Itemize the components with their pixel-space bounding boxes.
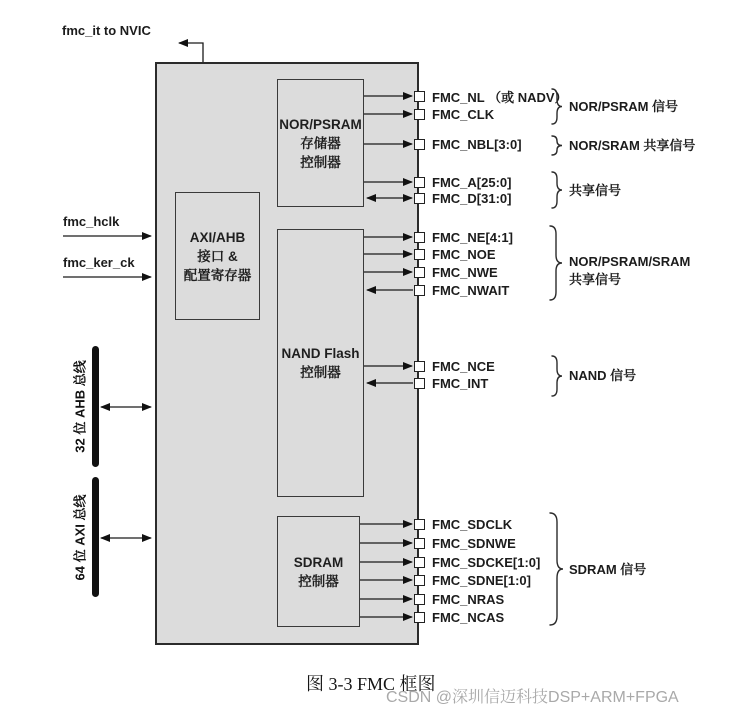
signal-label: FMC_NBL[3:0] xyxy=(432,136,522,152)
interrupt-line xyxy=(179,43,203,62)
signal-label: FMC_SDCKE[1:0] xyxy=(432,554,541,570)
csdn-watermark: CSDN @深圳信迈科技DSP+ARM+FPGA xyxy=(386,689,679,706)
group-label-line: NOR/PSRAM/SRAM xyxy=(569,254,691,269)
signal-label: FMC_SDNWE xyxy=(432,535,516,551)
ahb-bus-bar xyxy=(92,346,99,467)
signal-label: FMC_SDCLK xyxy=(432,516,513,532)
signal-label: FMC_INT xyxy=(432,375,489,391)
signal-label: FMC_NWAIT xyxy=(432,282,510,298)
group-label-nor-psram: NOR/PSRAM 信号 xyxy=(569,99,679,114)
interrupt-label: fmc_it to NVIC xyxy=(62,23,151,38)
bus-label-ahb: 32 位 AHB 总线 xyxy=(72,360,88,453)
figure-caption: 图 3-3 FMC 框图 xyxy=(306,674,436,694)
signal-label: FMC_NE[4:1] xyxy=(432,229,513,245)
group-label-sdram: SDRAM 信号 xyxy=(569,562,647,577)
brace-nor-psram-sram xyxy=(550,226,562,300)
clock-input-label-kerck: fmc_ker_ck xyxy=(63,255,135,270)
brace-nor-psram xyxy=(552,89,562,124)
signal-label: FMC_NL （或 NADV） xyxy=(432,89,568,105)
block-label-line: NOR/PSRAM xyxy=(279,116,362,132)
group-label-line: 共享信号 xyxy=(569,271,622,287)
signal-label: FMC_NCE xyxy=(432,358,495,374)
brace-nor-sram xyxy=(552,136,562,155)
block-label-line: 控制器 xyxy=(300,365,341,380)
block-label-line: SDRAM xyxy=(293,554,344,570)
group-label-nand: NAND 信号 xyxy=(569,368,637,383)
signal-label: FMC_NOE xyxy=(432,246,496,262)
axi-bus-bar xyxy=(92,477,99,597)
group-label-shared: 共享信号 xyxy=(569,183,622,198)
block-label-line: AXI/AHB xyxy=(189,229,246,245)
signal-label: FMC_NCAS xyxy=(432,609,505,625)
block-label-line: 控制器 xyxy=(298,573,339,589)
block-label-line: 配置寄存器 xyxy=(183,267,252,283)
brace-sdram xyxy=(550,513,563,625)
signal-label: FMC_CLK xyxy=(432,106,495,122)
group-label-nor-sram: NOR/SRAM 共享信号 xyxy=(569,138,696,153)
signal-label: FMC_A[25:0] xyxy=(432,174,512,190)
signal-label: FMC_SDNE[1:0] xyxy=(432,572,531,588)
block-label-line: 控制器 xyxy=(300,154,341,170)
brace-shared xyxy=(552,172,562,208)
brace-nand xyxy=(552,356,562,396)
clock-input-label-hclk: fmc_hclk xyxy=(63,214,120,229)
signal-label: FMC_NRAS xyxy=(432,591,505,607)
block-label-line: NAND Flash xyxy=(281,346,360,361)
block-label-line: 存储器 xyxy=(300,135,341,151)
block-label-line: 接口 & xyxy=(197,248,238,264)
bus-label-axi: 64 位 AXI 总线 xyxy=(72,494,88,580)
signal-label: FMC_NWE xyxy=(432,264,498,280)
signal-label: FMC_D[31:0] xyxy=(432,190,512,206)
